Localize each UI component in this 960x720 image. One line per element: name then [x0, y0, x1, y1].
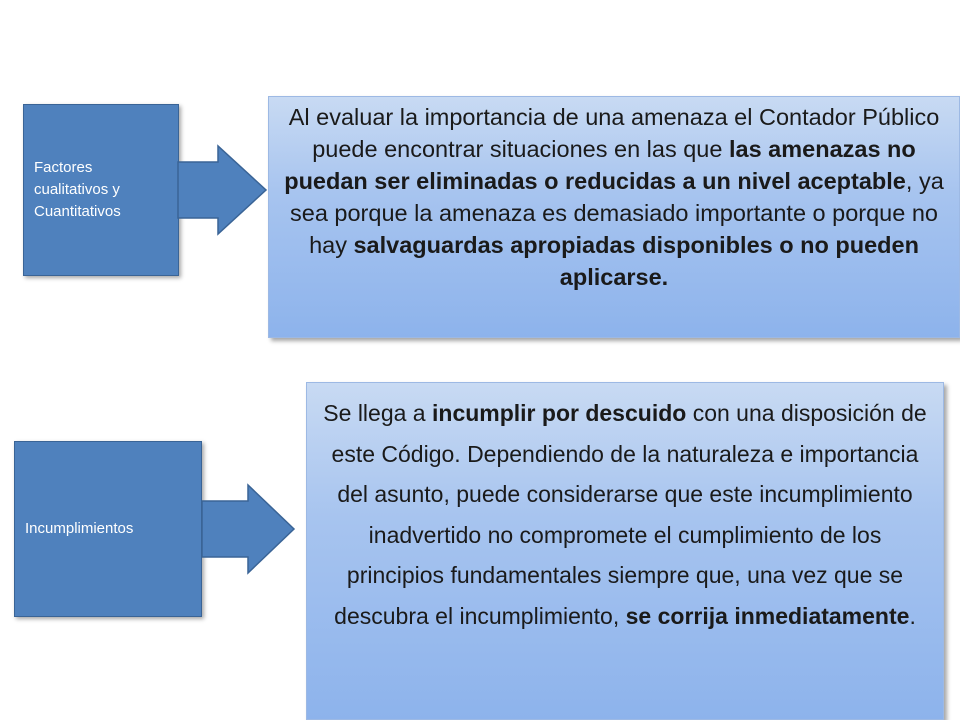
incumplimiento-text-box — [306, 382, 944, 720]
right-arrow-icon — [176, 142, 270, 238]
incumplimiento-text-part-2: con una disposición de este Código. Dependiendo de la naturaleza e importancia del asunto, puede considerarse que este incumplimiento inadvertido no compromete el cumplimiento de los principios fundamentales siempre que, una vez que se descubra el incumplimiento, — [331, 400, 927, 629]
incumplimientos-label: Incumplimientos — [25, 520, 134, 537]
incumplimientos-label-box — [14, 441, 202, 617]
amenazas-text-bold-2: salvaguardas apropiadas disponibles o no pueden aplicarse. — [353, 232, 919, 290]
factores-label-line-3: Cuantitativos — [34, 203, 121, 220]
amenazas-text-part-2: , ya sea porque la amenaza es demasiado importante o porque no hay — [290, 168, 944, 258]
incumplimiento-text-part-3: . — [909, 602, 916, 629]
amenazas-text-bold-1: las amenazas no puedan ser eliminadas o reducidas a un nivel aceptable — [284, 136, 916, 194]
factores-label-box — [23, 104, 179, 276]
amenazas-text-part-1: Al evaluar la importancia de una amenaza el Contador Público puede encontrar situaciones en las que — [288, 104, 940, 162]
factores-label-line-1: Factores — [34, 159, 93, 176]
factores-label-line-2: cualitativos y — [34, 181, 120, 198]
right-arrow-icon — [200, 481, 298, 577]
incumplimiento-text-bold-1: incumplir por descuido — [432, 400, 687, 426]
incumplimiento-text-bold-2: se corrija inmediatamente — [625, 602, 910, 629]
incumplimiento-text-part-1: Se llega a — [323, 400, 432, 426]
amenazas-text-box — [268, 96, 960, 338]
